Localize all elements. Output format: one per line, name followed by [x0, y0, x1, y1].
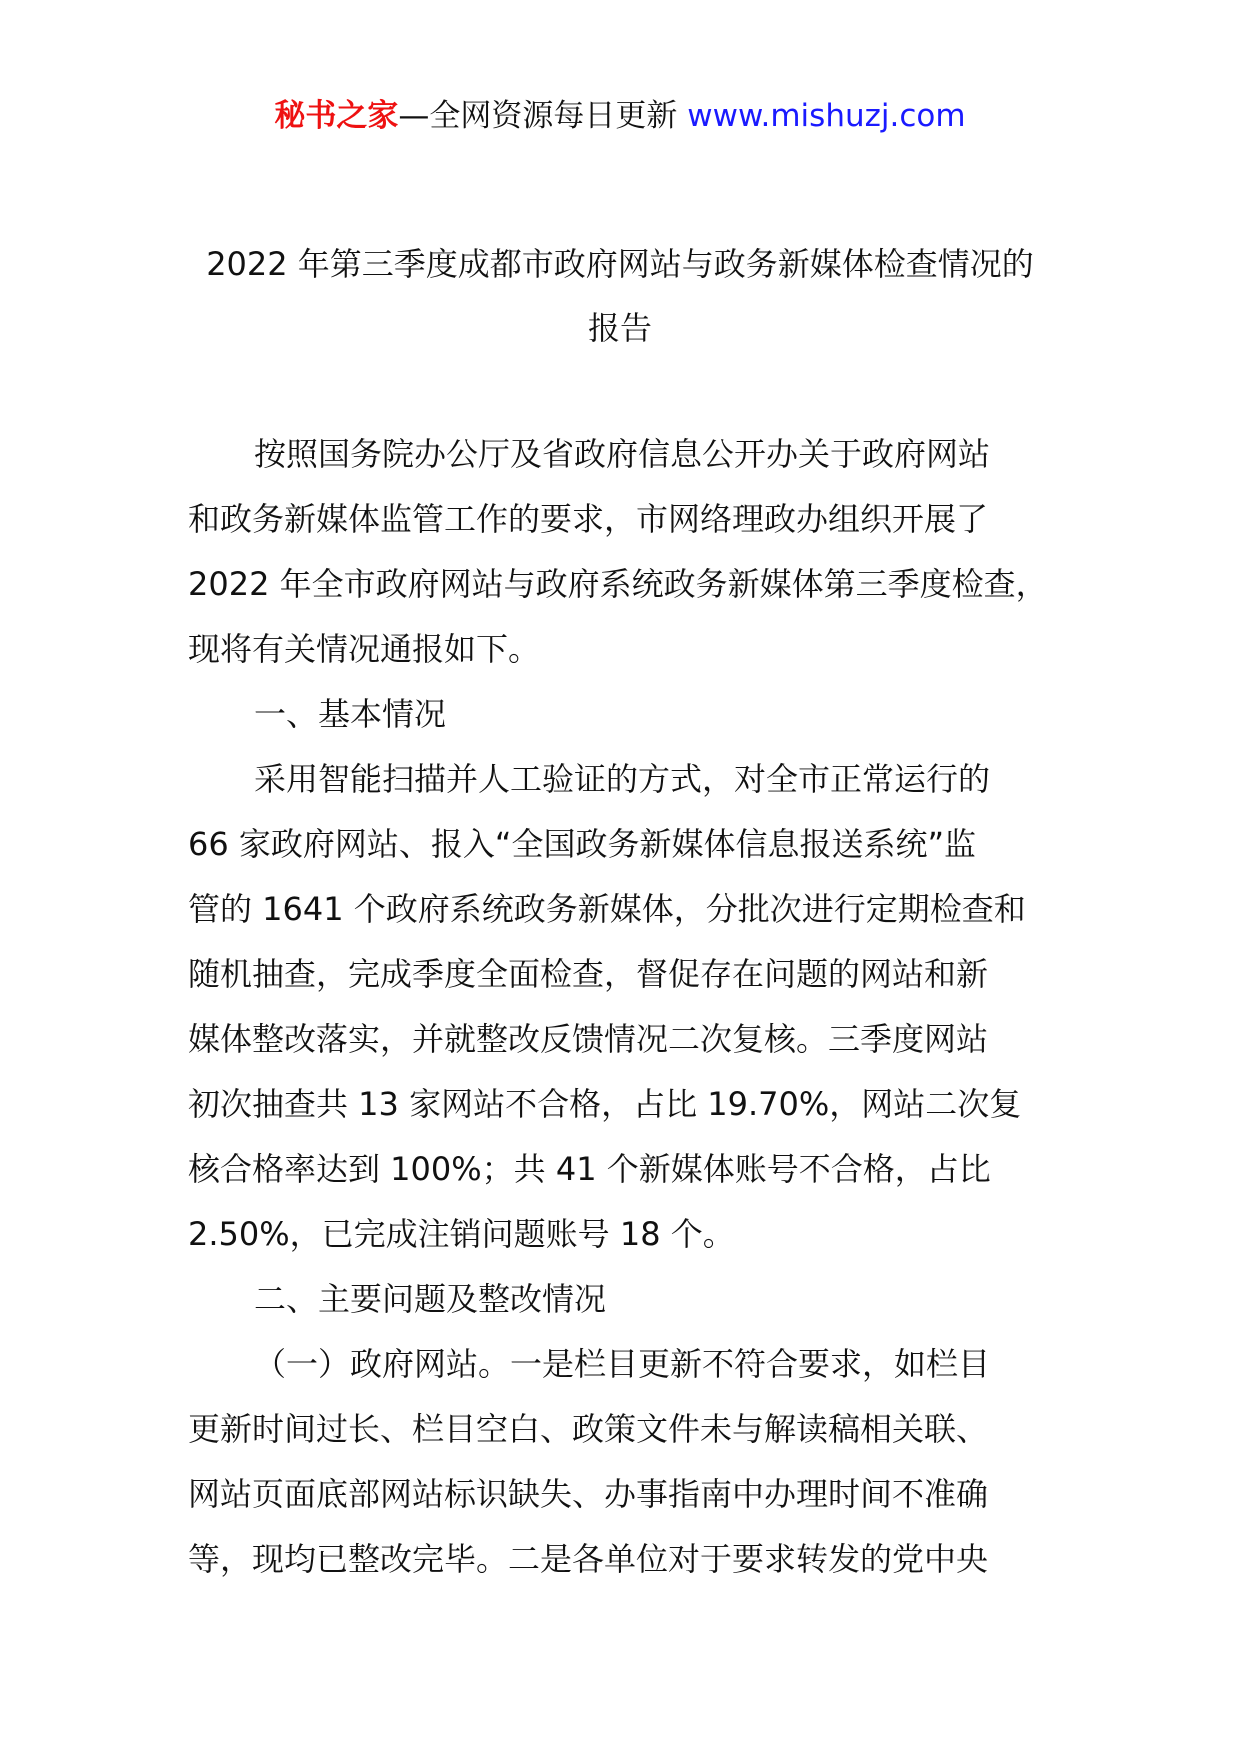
body-line: 按照国务院办公厅及省政府信息公开办关于政府网站	[254, 435, 991, 473]
body-line: 网站页面底部网站标识缺失、办事指南中办理时间不准确	[188, 1475, 989, 1513]
body-line: 66 家政府网站、报入“全国政务新媒体信息报送系统”监	[188, 825, 977, 863]
body-line: 随机抽查，完成季度全面检查，督促存在问题的网站和新	[188, 955, 989, 993]
body-line: 采用智能扫描并人工验证的方式，对全市正常运行的	[254, 760, 991, 798]
body-line: 现将有关情况通报如下。	[188, 630, 541, 668]
section-heading-basic: 一、基本情况	[254, 695, 447, 733]
site-tagline: —全网资源每日更新	[398, 98, 678, 134]
body-line: 管的 1641 个政府系统政务新媒体，分批次进行定期检查和	[188, 890, 1026, 928]
site-header	[0, 96, 1240, 136]
body-line: 等，现均已整改完毕。二是各单位对于要求转发的党中央	[188, 1540, 989, 1578]
body-line: 初次抽查共 13 家网站不合格，占比 19.70%，网站二次复	[188, 1085, 1022, 1123]
body-line: 2022 年全市政府网站与政府系统政务新媒体第三季度检查，	[188, 565, 1048, 603]
body-line: 媒体整改落实，并就整改反馈情况二次复核。三季度网站	[188, 1020, 989, 1058]
body-line: 核合格率达到 100%；共 41 个新媒体账号不合格，占比	[188, 1150, 991, 1188]
site-url-link[interactable]: www.mishuzj.com	[687, 98, 966, 134]
document-title-line-2: 报告	[587, 309, 652, 347]
section-heading-problems: 二、主要问题及整改情况	[254, 1280, 607, 1318]
body-line: 2.50%，已完成注销问题账号 18 个。	[188, 1215, 735, 1253]
site-brand: 秘书之家	[274, 98, 399, 134]
document-title-line-1: 2022 年第三季度成都市政府网站与政务新媒体检查情况的	[206, 245, 1034, 283]
body-line: （一）政府网站。一是栏目更新不符合要求，如栏目	[254, 1345, 991, 1383]
document-title	[170, 232, 1070, 360]
body-line: 更新时间过长、栏目空白、政策文件未与解读稿相关联、	[188, 1410, 989, 1448]
body-line: 和政务新媒体监管工作的要求，市网络理政办组织开展了	[188, 500, 989, 538]
document-body	[188, 422, 1088, 1592]
